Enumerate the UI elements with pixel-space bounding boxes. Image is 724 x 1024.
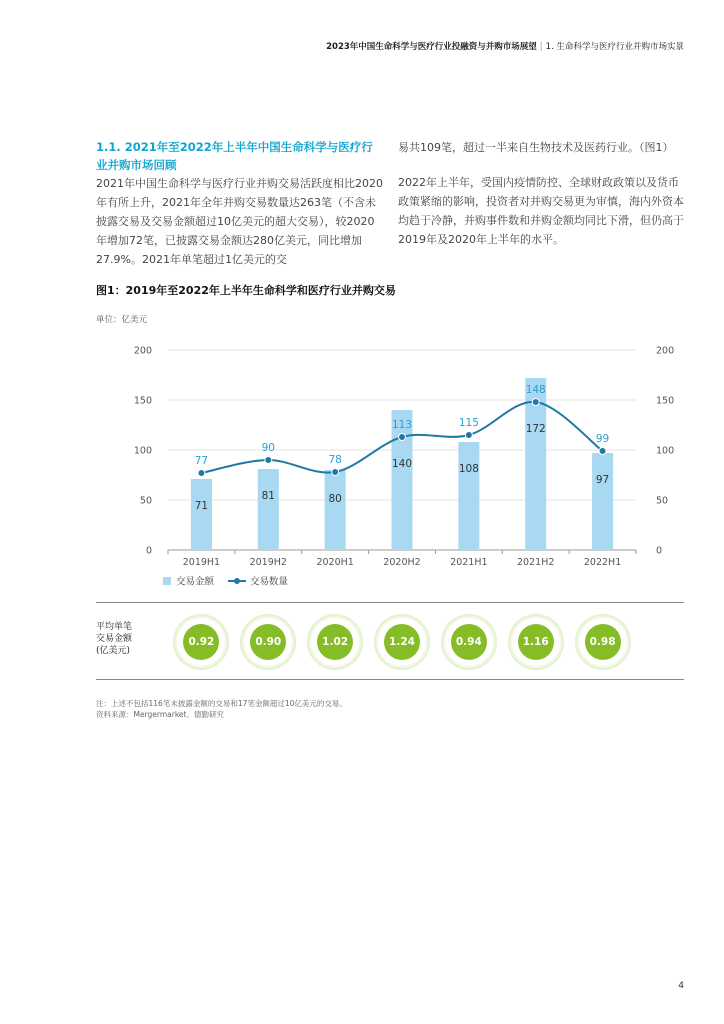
bar <box>258 469 279 550</box>
line-point <box>465 432 472 439</box>
y-tick-label: 0 <box>145 545 152 557</box>
figure-unit: 单位：亿美元 <box>96 315 148 325</box>
average-label-line2: 交易金额 <box>96 634 133 644</box>
right-paragraph-2: 2022年上半年，受国内疫情防控、全球财政政策以及货币政策紧缩的影响，投资者对并购交易更为审慎，海内外资本均趋于冷静，并购事件数和并购金额均同比下滑，但仍高于2019年及2020年上半年的水平。 <box>398 176 684 246</box>
average-label <box>96 621 166 657</box>
left-paragraph: 2021年中国生命科学与医疗行业并购交易活跃度相比2020年有所上升，2021年全年并购交易数量达263笔（不含未披露交易及交易金额超过10亿美元的超大交易），较2020年增加72笔，已披露交易金额达280亿美元，同比增加27.9%。2021年单笔超过1亿美元的交 <box>96 177 383 266</box>
bar <box>592 453 613 550</box>
line-value-label: 90 <box>261 442 275 454</box>
legend-label-bar: 交易金额 <box>176 576 215 588</box>
figure-title: 图1：2019年至2022年上半年生命科学和医疗行业并购交易 <box>96 284 396 297</box>
bar <box>458 442 479 550</box>
average-value: 0.92 <box>183 624 219 660</box>
line-point <box>198 470 205 477</box>
y-tick-label: 100 <box>133 445 152 457</box>
x-tick-label: 2020H2 <box>383 557 421 568</box>
notes <box>96 698 347 720</box>
x-tick-label: 2021H1 <box>450 557 488 568</box>
line-point <box>332 469 339 476</box>
average-value: 0.90 <box>250 624 286 660</box>
average-value: 1.24 <box>384 624 420 660</box>
legend-label-line: 交易数量 <box>250 576 289 588</box>
bar <box>392 410 413 550</box>
y2-tick-label: 150 <box>656 395 675 407</box>
y2-tick-label: 100 <box>656 445 675 457</box>
bar-value-label: 140 <box>391 458 413 470</box>
bar-value-label: 80 <box>328 493 342 505</box>
x-tick-label: 2020H1 <box>316 557 354 568</box>
bar-value-label: 172 <box>525 423 546 435</box>
section-title: 1. 生命科学与医疗行业并购市场实景 <box>545 42 684 52</box>
line-point <box>399 434 406 441</box>
bar-value-label: 81 <box>261 490 275 502</box>
average-bubble <box>374 614 430 670</box>
average-bubble <box>441 614 497 670</box>
average-value: 0.94 <box>451 624 487 660</box>
line-value-label: 115 <box>458 417 479 429</box>
line-value-label: 99 <box>595 433 610 445</box>
average-bubble <box>173 614 229 670</box>
average-label-line1: 平均单笔 <box>96 622 133 632</box>
bar <box>191 479 212 550</box>
legend-marker-line <box>234 578 240 584</box>
average-bubble <box>240 614 296 670</box>
average-bubble <box>575 614 631 670</box>
average-value: 0.98 <box>585 624 621 660</box>
x-tick-label: 2022H1 <box>583 557 622 568</box>
x-tick-label: 2019H1 <box>182 557 221 568</box>
line-value-label: 113 <box>391 419 413 431</box>
y-tick-label: 200 <box>133 345 152 357</box>
header-separator: | <box>539 42 543 52</box>
average-value: 1.02 <box>317 624 353 660</box>
legend-swatch-bar <box>163 577 171 585</box>
y2-tick-label: 200 <box>656 345 675 357</box>
average-bubble <box>508 614 564 670</box>
average-label-line3: (亿美元) <box>96 646 131 656</box>
x-tick-label: 2021H2 <box>517 557 555 568</box>
line-point <box>532 399 539 406</box>
average-bubble <box>307 614 363 670</box>
y-tick-label: 150 <box>133 395 152 407</box>
source-note: 资料来源：Mergermarket、德勤研究 <box>96 710 224 719</box>
average-deal-band <box>96 602 684 680</box>
section-heading: 1.1. 2021年至2022年上半年中国生命科学与医疗行业并购市场回顾 <box>96 140 373 172</box>
right-paragraph-1: 易共109笔，超过一半来自生物技术及医药行业。（图1） <box>398 141 674 154</box>
y-tick-label: 50 <box>139 495 152 507</box>
y2-tick-label: 0 <box>656 545 663 557</box>
line-value-label: 148 <box>525 384 546 396</box>
line-value-label: 77 <box>194 455 209 467</box>
line-point <box>265 457 272 464</box>
bar-value-label: 97 <box>595 474 610 486</box>
footnote: 注：上述不包括116笔未披露金额的交易和17笔金额超过10亿美元的交易。 <box>96 699 347 708</box>
line-value-label: 78 <box>328 454 342 466</box>
bar-value-label: 108 <box>458 463 479 475</box>
line-point <box>599 448 606 455</box>
bar-value-label: 71 <box>194 500 209 512</box>
report-title: 2023年中国生命科学与医疗行业投融资与并购市场展望 <box>326 42 537 52</box>
page-number: 4 <box>678 981 684 991</box>
x-tick-label: 2019H2 <box>249 557 287 568</box>
average-value: 1.16 <box>518 624 554 660</box>
bar <box>325 470 346 550</box>
y2-tick-label: 50 <box>656 495 669 507</box>
